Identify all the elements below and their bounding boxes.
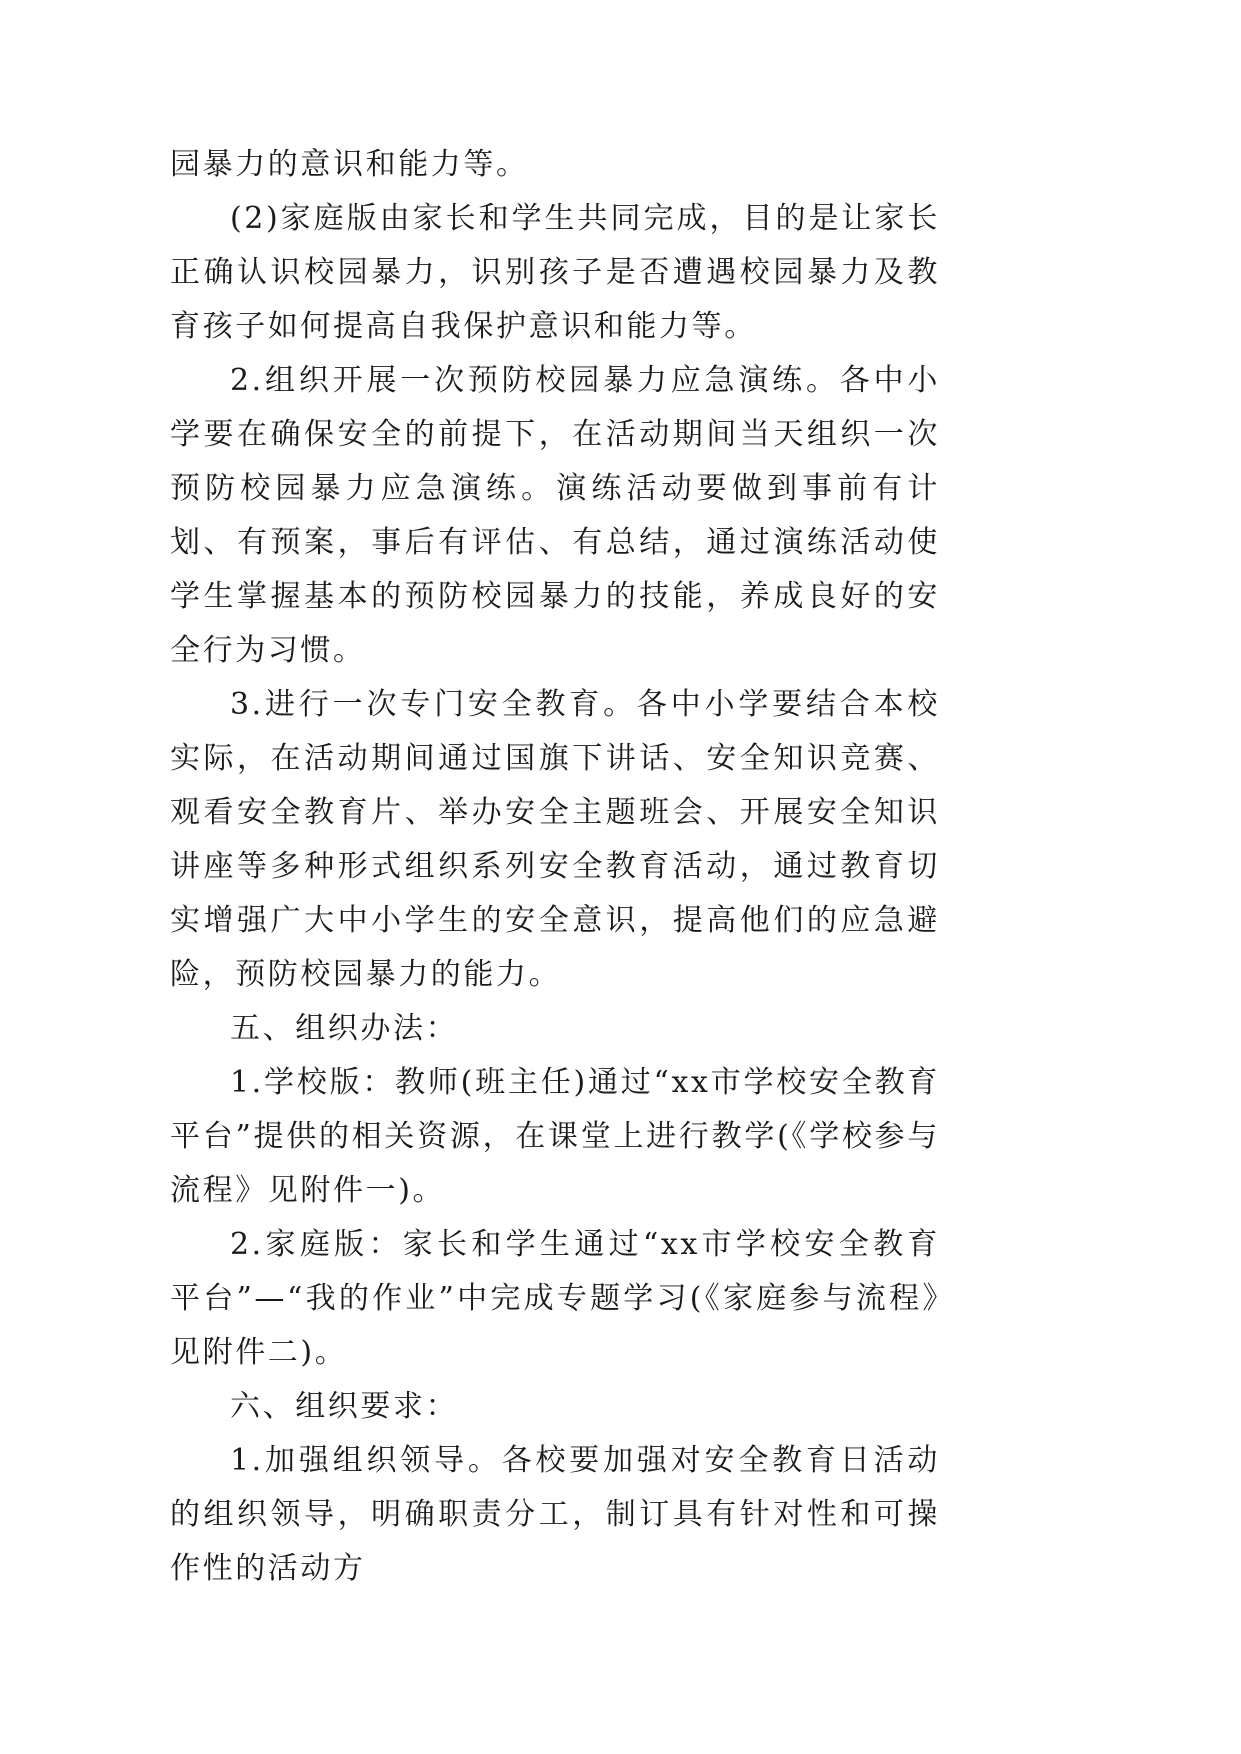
paragraph-continuation: 园暴力的意识和能力等。	[170, 147, 529, 182]
section-heading-organization-requirements: 六、组织要求：	[230, 1389, 459, 1424]
paragraph-family-version: (2)家庭版由家长和学生共同完成，目的是让家长正确认识校园暴力，识别孩子是否遭遇校园暴力及教育孩子如何提高自我保护意识和能力等。	[170, 201, 940, 344]
paragraph-home-version: 2.家庭版：家长和学生通过“xx市学校安全教育平台”—“我的作业”中完成专题学习(《家庭参与流程》见附件二)。	[170, 1227, 940, 1370]
paragraph-emergency-drill: 2.组织开展一次预防校园暴力应急演练。各中小学要在确保安全的前提下，在活动期间当天组织一次预防校园暴力应急演练。演练活动要做到事前有计划、有预案，事后有评估、有总结，通过演练活动使学生掌握基本的预防校园暴力的技能，养成良好的安全行为习惯。	[170, 363, 940, 668]
document-body	[170, 138, 940, 1596]
section-heading-organization-method: 五、组织办法：	[230, 1011, 459, 1046]
paragraph-strengthen-leadership: 1.加强组织领导。各校要加强对安全教育日活动的组织领导，明确职责分工，制订具有针对性和可操作性的活动方	[170, 1443, 940, 1586]
paragraph-safety-education: 3.进行一次专门安全教育。各中小学要结合本校实际，在活动期间通过国旗下讲话、安全知识竞赛、观看安全教育片、举办安全主题班会、开展安全知识讲座等多种形式组织系列安全教育活动，通过教育切实增强广大中小学生的安全意识，提高他们的应急避险，预防校园暴力的能力。	[170, 687, 940, 992]
paragraph-school-version: 1.学校版：教师(班主任)通过“xx市学校安全教育平台”提供的相关资源，在课堂上进行教学(《学校参与流程》见附件一)。	[170, 1065, 940, 1208]
